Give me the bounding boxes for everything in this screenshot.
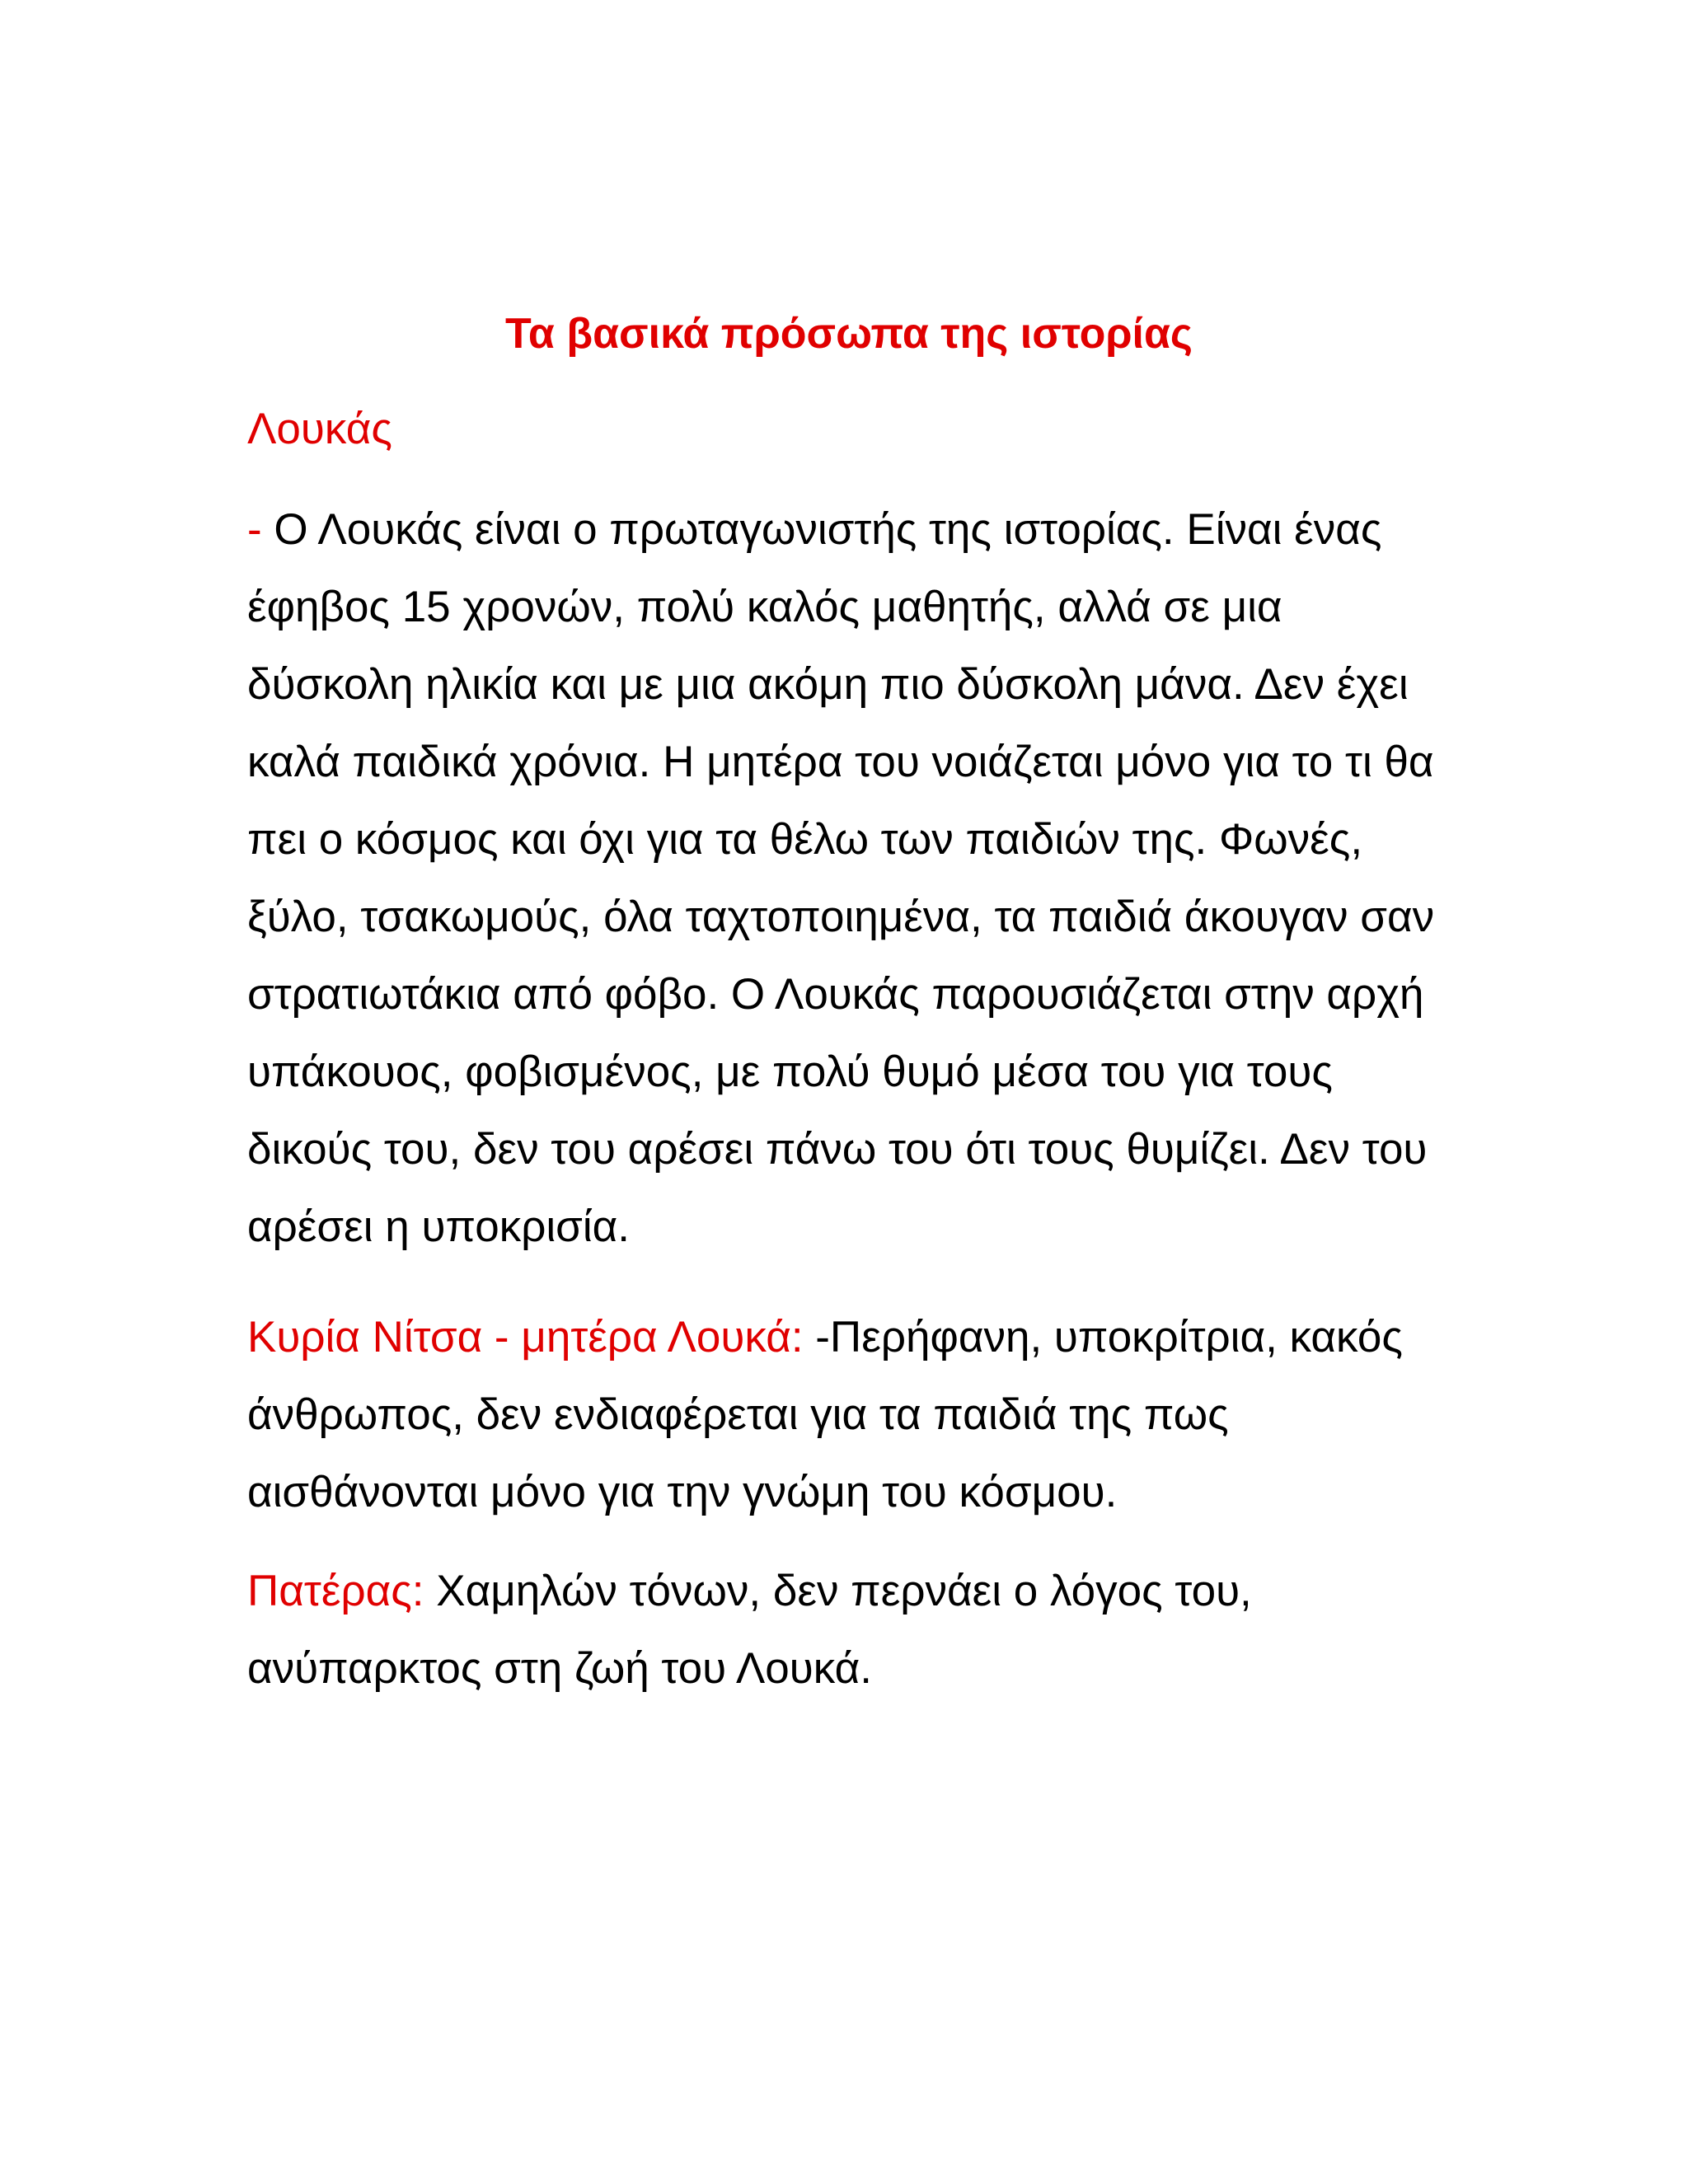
- paragraph-text: -Περήφανη, υποκρίτρια, κακός άνθρωπος, δεν ενδιαφέρεται για τα παιδιά της πως αισθάνονται μόνο για την γνώμη του κόσμου.: [247, 1313, 1403, 1516]
- document-content: [247, 305, 1451, 1729]
- paragraph-text: Χαμηλών τόνων, δεν περνάει ο λόγος του, ανύπαρκτος στη ζωή του Λουκά.: [247, 1567, 1252, 1693]
- paragraph-text: Ο Λουκάς είναι ο πρωταγωνιστής της ιστορίας. Είναι ένας έφηβος 15 χρονών, πολύ καλός μαθητής, αλλά σε μια δύσκολη ηλικία και με μια ακόμη πιο δύσκολη μάνα. Δεν έχει καλά παιδικά χρόνια. Η μητέρα του νοιάζεται μόνο για το τι θα πει ο κόσμος και όχι για τα θέλω των παιδιών της. Φωνές, ξύλο, τσακωμούς, όλα ταχτοποιημένα, τα παιδιά άκουγαν σαν στρατιωτάκια από φόβο. Ο Λουκάς παρουσιάζεται στην αρχή υπάκουος, φοβισμένος, με πολύ θυμό μέσα του για τους δικούς του, δεν του αρέσει πάνω του ότι τους θυμίζει. Δεν του αρέσει η υποκρισία.: [247, 505, 1435, 1251]
- character-label-father: Πατέρας:: [247, 1567, 424, 1615]
- bullet-dash: -: [247, 505, 262, 554]
- document-title: Τα βασικά πρόσωπα της ιστορίας: [505, 310, 1193, 358]
- character-label-nitsa: Κυρία Νίτσα - μητέρα Λουκά:: [247, 1313, 804, 1361]
- section-heading-loukas: Λουκάς: [247, 405, 392, 453]
- section-paragraph-loukas: [247, 491, 1451, 1266]
- section-paragraph-father: [247, 1553, 1451, 1708]
- section-paragraph-nitsa: [247, 1299, 1451, 1531]
